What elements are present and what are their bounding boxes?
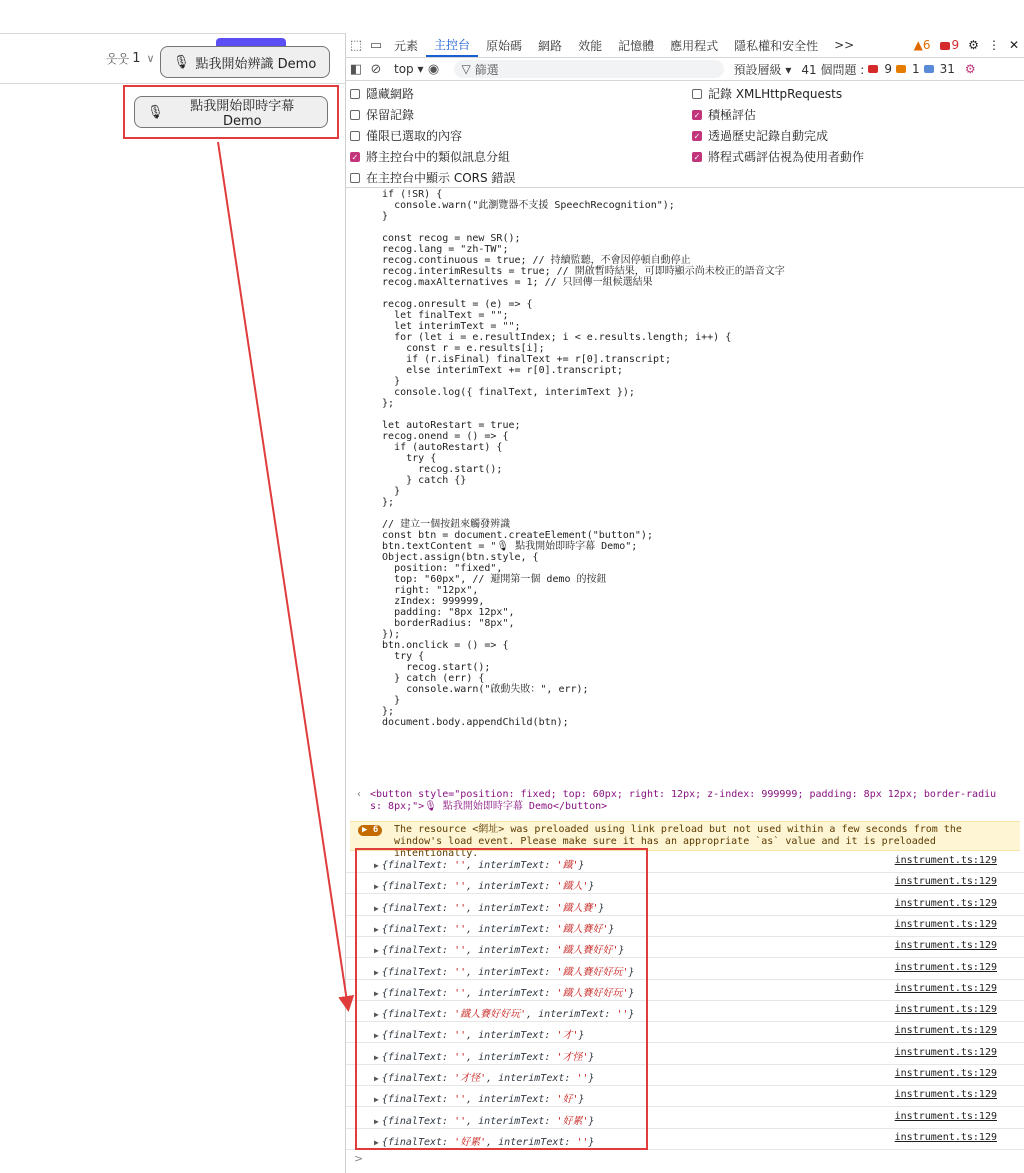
issues-label: 41 個問題 : [801,62,865,77]
log-levels-select[interactable]: 預設層級 ▾ [733,62,792,77]
issues-button[interactable] [801,61,955,78]
expand-triangle-icon[interactable]: ▶ [374,946,379,956]
microphone-icon: 🎙 [173,54,190,70]
final-text-value: '才怪' [454,1073,487,1084]
final-text-value: '' [454,860,467,871]
checkbox[interactable] [692,89,702,99]
code-line: if (r.isFinal) finalText += r[0].transcript; [370,354,672,365]
log-object[interactable]: ▶ {finalText: '', interimText: '鐵人賽好好玩'} [374,987,635,999]
return-arrow-icon: ‹ [356,789,363,800]
context-select[interactable]: top ▾ [394,62,424,76]
tab-sources[interactable]: 原始碼 [486,38,523,53]
error-counter[interactable] [940,38,960,52]
setting-label: 將主控台中的類似訊息分組 [366,150,511,164]
annotation-highlight-button [123,85,339,139]
log-object[interactable]: ▶ {finalText: '', interimText: '鐵人賽好好'} [374,945,625,957]
issues-blue-count: 31 [939,62,955,76]
setting-group-similar[interactable] [350,148,510,165]
code-line: recog.onresult = (e) => { [370,299,533,310]
expand-triangle-icon[interactable]: ▶ [374,903,379,913]
errors-count: 9 [951,38,960,52]
log-object[interactable]: ▶ {finalText: '好累', interimText: ''} [374,1136,595,1148]
setting-log-xhr[interactable] [692,85,842,102]
code-line: } [370,695,401,706]
collaborators[interactable] [106,50,155,67]
final-text-value: '' [454,966,467,978]
log-source-link[interactable]: instrument.ts:129 [894,897,997,909]
issues-red-count: 9 [884,62,892,76]
setting-label: 積極評估 [708,108,757,122]
console-input-code [370,189,1020,728]
close-icon[interactable]: ✕ [1008,38,1019,52]
setting-label: 記錄 XMLHttpRequests [708,87,843,101]
code-line: padding: "8px 12px", [370,607,515,618]
interim-text-value: '' [576,1073,589,1084]
warning-counter[interactable]: ▲6 [913,38,931,52]
code-line: }); [370,629,401,640]
log-source-link[interactable]: instrument.ts:129 [894,876,997,888]
checkbox-checked[interactable]: ✓ [351,152,359,162]
gear-icon[interactable]: ⚙ [968,38,979,52]
log-source-link[interactable]: instrument.ts:129 [894,1131,997,1143]
interim-text-value: '才' [556,1030,579,1042]
setting-label: 將程式碼評估視為使用者動作 [708,150,865,164]
code-line: recog.lang = "zh-TW"; [370,244,509,255]
console-warning-message[interactable] [350,821,1020,859]
code-line: btn.textContent = "🎙 點我開始即時字幕 Demo"; [370,541,638,552]
interim-text-value: '鐵人賽好好玩' [556,966,629,978]
final-text-value: '' [454,1094,467,1106]
setting-selected-context-only[interactable] [350,127,462,144]
log-source-link[interactable]: instrument.ts:129 [894,940,997,952]
code-line [370,508,1020,519]
tab-network[interactable]: 網路 [538,38,563,53]
code-line: recog.start(); [370,662,491,673]
divider [0,33,345,34]
setting-label: 僅限已選取的內容 [366,129,463,143]
collaborators-count: 1 [132,51,141,66]
tab-performance[interactable]: 效能 [578,38,603,53]
console-settings [346,81,1024,188]
people-icon: 웃웃 [106,52,130,66]
issue-warning-icon [896,65,906,73]
warning-repeat-badge: ▶ 6 [358,825,382,836]
return-value-line-1[interactable]: <button style="position: fixed; top: 60px; right: 12px; z-index: 999999; padding: 8px 12px; border-radiu [370,789,997,800]
final-text-value: '' [454,881,467,893]
log-source-link[interactable]: instrument.ts:129 [894,1110,997,1122]
code-line: borderRadius: "8px", [370,618,515,629]
code-line: try { [370,453,437,464]
checkbox[interactable] [350,110,360,120]
log-object[interactable]: ▶ {finalText: '才怪', interimText: ''} [374,1073,595,1084]
log-source-link[interactable]: instrument.ts:129 [894,982,997,994]
checkbox[interactable] [350,173,360,183]
tab-console[interactable]: 主控台 [426,33,478,57]
code-line: try { [370,651,425,662]
code-line: let finalText = ""; [370,310,509,321]
code-line: // 建立一個按鈕來觸發辨識 [370,519,511,530]
code-line [370,409,1020,420]
code-line: recog.interimResults = true; // 開啟暫時結果，可即時顯示尚未校正的語音文字 [370,266,785,277]
sidebar-toggle-icon[interactable]: ◧ [349,61,363,77]
code-line: } catch (err) { [370,673,485,684]
code-line: if (!SR) { [370,189,443,200]
interim-text-value: '鐵人' [556,881,589,893]
log-object[interactable]: ▶ {finalText: '', interimText: '好累'} [374,1115,595,1127]
interim-text-value: '鐵人賽好好' [556,945,619,957]
console-prompt[interactable]: > [354,1152,364,1165]
code-line: console.log({ finalText, interimText }); [370,387,635,398]
code-line: recog.start(); [370,464,503,475]
expand-triangle-icon[interactable]: ▶ [374,1095,379,1105]
tab-elements[interactable]: 元素 [394,38,419,53]
log-object[interactable]: ▶ {finalText: '鐵人賽好好玩', interimText: ''} [374,1009,635,1021]
setting-label: 在主控台中顯示 CORS 錯誤 [366,171,516,185]
expand-triangle-icon[interactable]: ▶ [374,1074,379,1083]
interim-text-value: '好' [556,1094,579,1106]
code-line: if (autoRestart) { [370,442,503,453]
log-source-link[interactable]: instrument.ts:129 [894,1004,997,1016]
setting-preserve-log[interactable] [350,106,414,123]
final-text-value: '' [454,923,467,935]
tab-application[interactable]: 應用程式 [670,38,719,53]
expand-triangle-icon[interactable]: ▶ [374,924,379,934]
warnings-count: 6 [922,38,931,52]
interim-text-value: '鐵人賽好好玩' [556,987,629,999]
checkbox[interactable] [350,89,360,99]
code-line: const recog = new SR(); [370,233,521,244]
log-object[interactable]: ▶ {finalText: '', interimText: '才怪'} [374,1051,595,1063]
code-line: document.body.appendChild(btn); [370,717,569,728]
log-object[interactable]: ▶ {finalText: '', interimText: '鐵'} [374,860,585,871]
more-options-icon[interactable]: ⋮ [987,38,1000,52]
expand-triangle-icon[interactable]: ▶ [374,1010,379,1020]
final-text-value: '' [454,1051,467,1063]
expand-triangle-icon[interactable]: ▶ [374,967,379,977]
code-line: } [370,376,401,387]
interim-text-value: '' [576,1136,589,1148]
expand-triangle-icon[interactable]: ▶ [374,1116,379,1126]
code-line: const btn = document.createElement("button"); [370,530,653,541]
code-line: position: "fixed", [370,563,503,574]
console-settings-gear-icon[interactable]: ⚙ [964,62,976,76]
expand-triangle-icon[interactable]: ▶ [374,988,379,998]
checkbox-checked[interactable]: ✓ [693,152,701,162]
code-line: top: "60px", // 避開第一個 demo 的按鈕 [370,574,607,585]
code-line: const r = e.results[i]; [370,343,545,354]
checkbox[interactable] [350,131,360,141]
issue-error-icon [868,65,878,73]
expand-triangle-icon[interactable]: ▶ [374,1031,379,1041]
checkbox-checked[interactable]: ✓ [693,110,701,120]
code-line: console.warn("此瀏覽器不支援 SpeechRecognition"); [370,200,675,211]
code-line: right: "12px", [370,585,479,596]
code-line: }; [370,706,395,717]
code-line: } catch {} [370,475,467,486]
interim-text-value: '' [616,1009,629,1021]
checkbox-checked[interactable]: ✓ [693,131,701,141]
code-line: let autoRestart = true; [370,420,521,431]
button-label: 點我開始辨識 Demo [195,56,317,72]
log-source-link[interactable]: instrument.ts:129 [894,1046,997,1058]
setting-hide-network[interactable] [350,85,414,102]
console-return-value [356,789,1016,813]
log-object[interactable]: ▶ {finalText: '', interimText: '鐵人'} [374,881,595,893]
log-source-link[interactable]: instrument.ts:129 [894,1068,997,1079]
code-line: } [370,486,401,497]
microphone-icon: 🎙 [147,104,164,120]
issue-info-icon [924,65,934,73]
page-area [0,0,345,1173]
code-line: console.warn("啟動失敗：", err); [370,684,589,695]
log-source-link[interactable]: instrument.ts:129 [894,1089,997,1101]
code-line [370,222,1020,233]
setting-autocomplete-history[interactable] [692,127,828,144]
annotation-highlight-logs [355,848,648,1150]
page-tab-indicator [216,38,286,46]
log-object[interactable]: ▶ {finalText: '', interimText: '鐵人賽'} [374,902,605,914]
code-line: zIndex: 999999, [370,596,485,607]
code-line: recog.continuous = true; // 持續監聽，不會因停頓自動停止 [370,255,691,266]
interim-text-value: '鐵人賽好' [556,923,609,935]
final-text-value: '' [454,1030,467,1042]
code-line: else interimText += r[0].transcript; [370,365,623,376]
code-line: let interimText = ""; [370,321,521,332]
final-text-value: '' [454,987,467,999]
expand-triangle-icon[interactable]: ▶ [374,1137,379,1147]
filter-input[interactable] [454,60,724,78]
start-recognition-demo-button[interactable] [160,46,330,78]
chevron-down-icon: ∨ [146,52,155,65]
final-text-value: '鐵人賽好好玩' [454,1009,527,1021]
eye-icon[interactable]: ◉ [427,61,440,77]
devtools-tab-bar [346,33,1024,58]
code-line: recog.onend = () => { [370,431,509,442]
log-object[interactable]: ▶ {finalText: '', interimText: '好'} [374,1094,585,1106]
log-object[interactable]: ▶ {finalText: '', interimText: '鐵人賽好好玩'} [374,966,635,978]
filter-placeholder: 篩選 [474,62,499,77]
interim-text-value: '鐵' [556,860,579,871]
log-source-link[interactable]: instrument.ts:129 [894,961,997,973]
button-label: 點我開始即時字幕 Demo [190,99,295,129]
setting-eager-evaluation[interactable] [692,106,756,123]
setting-label: 隱藏網路 [366,87,415,101]
interim-text-value: '才怪' [556,1051,589,1063]
expand-triangle-icon[interactable]: ▶ [374,1052,379,1062]
log-object[interactable]: ▶ {finalText: '', interimText: '鐵人賽好'} [374,923,615,935]
expand-triangle-icon[interactable]: ▶ [374,861,379,870]
tab-memory[interactable]: 記憶體 [618,38,655,53]
warning-text: The resource <網址> was preloaded using link preload but not used within a few seconds from the window's load event. Please make sure it has an appropriate `as` value and it is preloaded intentionally. [394,824,962,859]
final-text-value: '好累' [454,1136,487,1148]
code-line: btn.onclick = () => { [370,640,509,651]
final-text-value: '' [454,945,467,957]
inspect-element-icon[interactable]: ⬚ [349,37,363,53]
setting-treat-as-user-action[interactable] [692,148,864,165]
device-toolbar-icon[interactable]: ▭ [369,37,383,53]
log-source-link[interactable]: instrument.ts:129 [894,1025,997,1037]
log-object[interactable]: ▶ {finalText: '', interimText: '才'} [374,1030,585,1042]
interim-text-value: '鐵人賽' [556,902,599,914]
filter-icon: ▽ [461,62,475,76]
issues-orange-count: 1 [911,62,920,76]
code-line: } [370,211,389,222]
code-line: recog.maxAlternatives = 1; // 只回傳一組候選結果 [370,277,653,288]
final-text-value: '' [454,1115,467,1127]
log-source-link[interactable]: instrument.ts:129 [894,855,997,866]
code-line: }; [370,497,395,508]
code-line: }; [370,398,395,409]
clear-console-icon[interactable]: ⊘ [370,61,382,77]
more-tabs-button[interactable]: >> [834,38,855,52]
interim-text-value: '好累' [556,1115,589,1127]
console-toolbar [346,58,1024,81]
code-line [370,288,1020,299]
log-source-link[interactable]: instrument.ts:129 [894,918,997,930]
final-text-value: '' [454,902,467,914]
code-line: for (let i = e.resultIndex; i < e.results.length; i++) { [370,332,732,343]
setting-label: 保留記錄 [366,108,415,122]
return-value-line-2[interactable]: s: 8px;">🎙 點我開始即時字幕 Demo</button> [370,801,608,812]
divider [0,83,345,84]
setting-label: 透過歷史記錄自動完成 [708,129,829,143]
expand-triangle-icon[interactable]: ▶ [374,882,379,892]
setting-show-cors-errors[interactable] [350,169,515,186]
error-icon [940,42,950,50]
tab-privacy-security[interactable]: 隱私權和安全性 [734,38,819,53]
code-line: Object.assign(btn.style, { [370,552,539,563]
